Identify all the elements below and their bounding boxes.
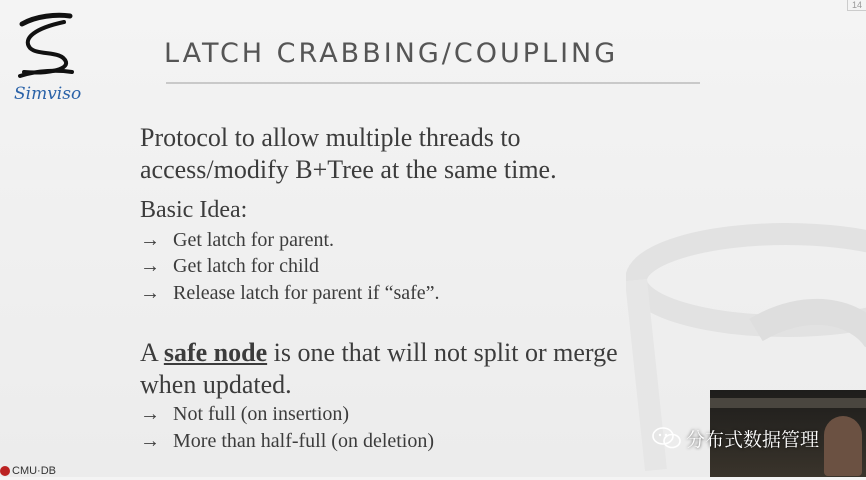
presenter [824, 416, 862, 476]
title-divider [166, 82, 700, 84]
safe-node-term: safe node [163, 338, 268, 367]
wechat-icon [652, 427, 682, 449]
basic-idea-bullet: → Release latch for parent if “safe”. [140, 280, 440, 307]
logo-mark-icon [16, 10, 76, 80]
logo-text: Simviso [14, 84, 82, 104]
intro-line-1: Protocol to allow multiple threads to [140, 123, 521, 152]
safe-node-definition: A safe node is one that will not split or merge [140, 338, 618, 367]
cmu-db-dot-icon [0, 466, 10, 476]
footer-logo: CMU·DB [0, 465, 56, 477]
arrow-icon: → [140, 403, 160, 425]
basic-idea-bullet: → Get latch for child [140, 253, 319, 280]
video-background [710, 398, 866, 408]
simviso-logo [10, 8, 90, 103]
intro-line-2: access/modify B+Tree at the same time. [140, 155, 557, 184]
safe-node-bullet: → Not full (on insertion) [140, 401, 349, 428]
safe-node-definition-line-2: when updated. [140, 370, 292, 399]
arrow-icon: → [140, 282, 160, 304]
basic-idea-heading: Basic Idea: [140, 197, 248, 223]
slide-number: 14 [847, 0, 866, 11]
wechat-watermark: 分布式数据管理 [652, 425, 819, 452]
arrow-icon: → [140, 430, 160, 452]
arrow-icon: → [140, 255, 160, 277]
safe-node-bullet: → More than half-full (on deletion) [140, 428, 434, 455]
arrow-icon: → [140, 229, 160, 251]
slide-title: LATCH CRABBING/COUPLING [164, 38, 619, 69]
basic-idea-bullet: → Get latch for parent. [140, 227, 334, 254]
